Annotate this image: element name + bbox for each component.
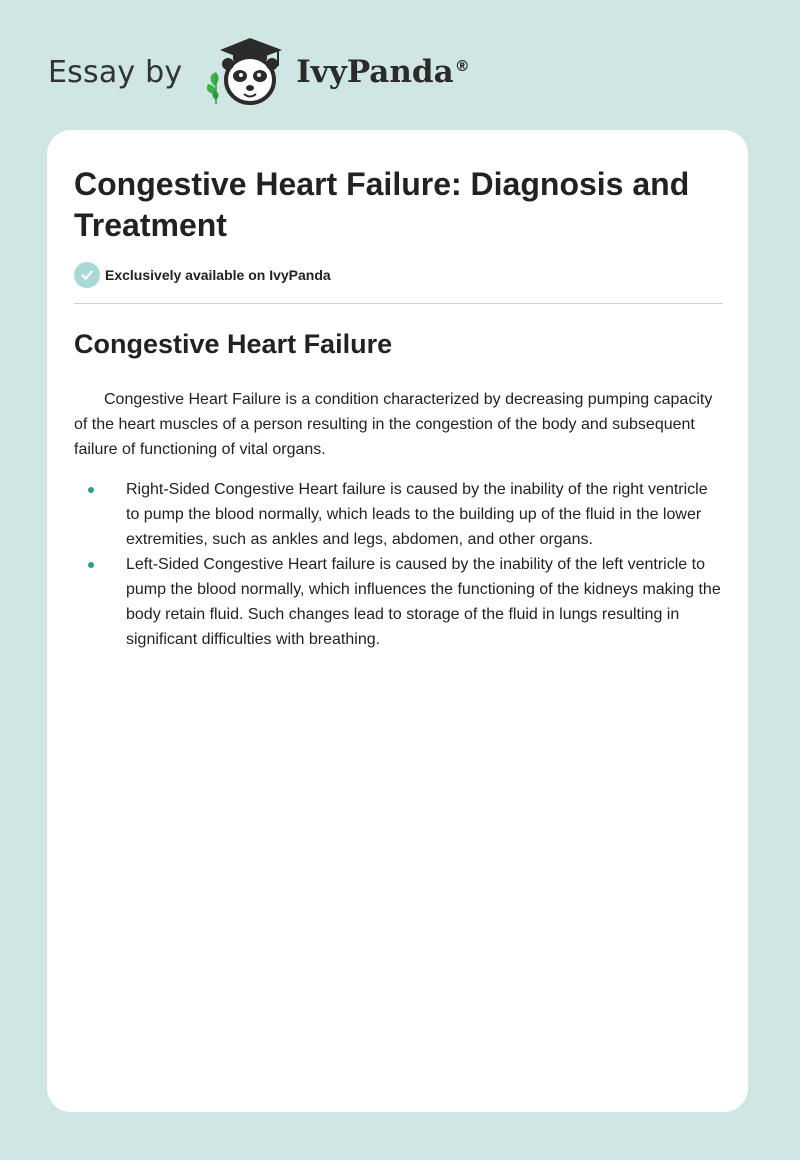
exclusive-badge <box>74 262 331 288</box>
intro-paragraph: Congestive Heart Failure is a condition characterized by decreasing pumping capacity of the heart muscles of a person resulting in the congestion of the body and subsequent failure of functioning of vital organs. <box>74 391 713 458</box>
bullet-text: Right-Sided Congestive Heart failure is caused by the inability of the right ventricle to pump the blood normally, which leads to the building up of the fluid in the lower extremities, such as ankles and legs, abdomen, and other organs. <box>126 481 708 548</box>
bullet-dot <box>88 562 94 568</box>
brand-header <box>48 36 470 108</box>
bullet-text: Left-Sided Congestive Heart failure is caused by the inability of the left ventricle to pump the blood normally, which influences the functioning of the kidneys making the body retain fluid. Such changes lead to storage of the fluid in lungs resulting in significant difficulties with breathing. <box>126 556 721 648</box>
section-heading: Congestive Heart Failure <box>74 329 393 359</box>
list-item <box>74 552 724 652</box>
exclusive-text: Exclusively available on IvyPanda <box>105 267 331 283</box>
check-circle-icon <box>74 262 100 288</box>
bullet-dot <box>88 487 94 493</box>
divider <box>74 303 723 304</box>
brand-name[interactable]: IvyPanda® <box>296 54 470 90</box>
brand-prefix: Essay by <box>48 54 183 90</box>
bullet-list <box>74 477 724 652</box>
essay-card <box>47 130 748 1112</box>
registered-mark: ® <box>454 56 470 75</box>
page-title: Congestive Heart Failure: Diagnosis and Treatment <box>74 166 690 243</box>
list-item <box>74 477 724 552</box>
panda-graduate-icon[interactable] <box>200 36 292 108</box>
